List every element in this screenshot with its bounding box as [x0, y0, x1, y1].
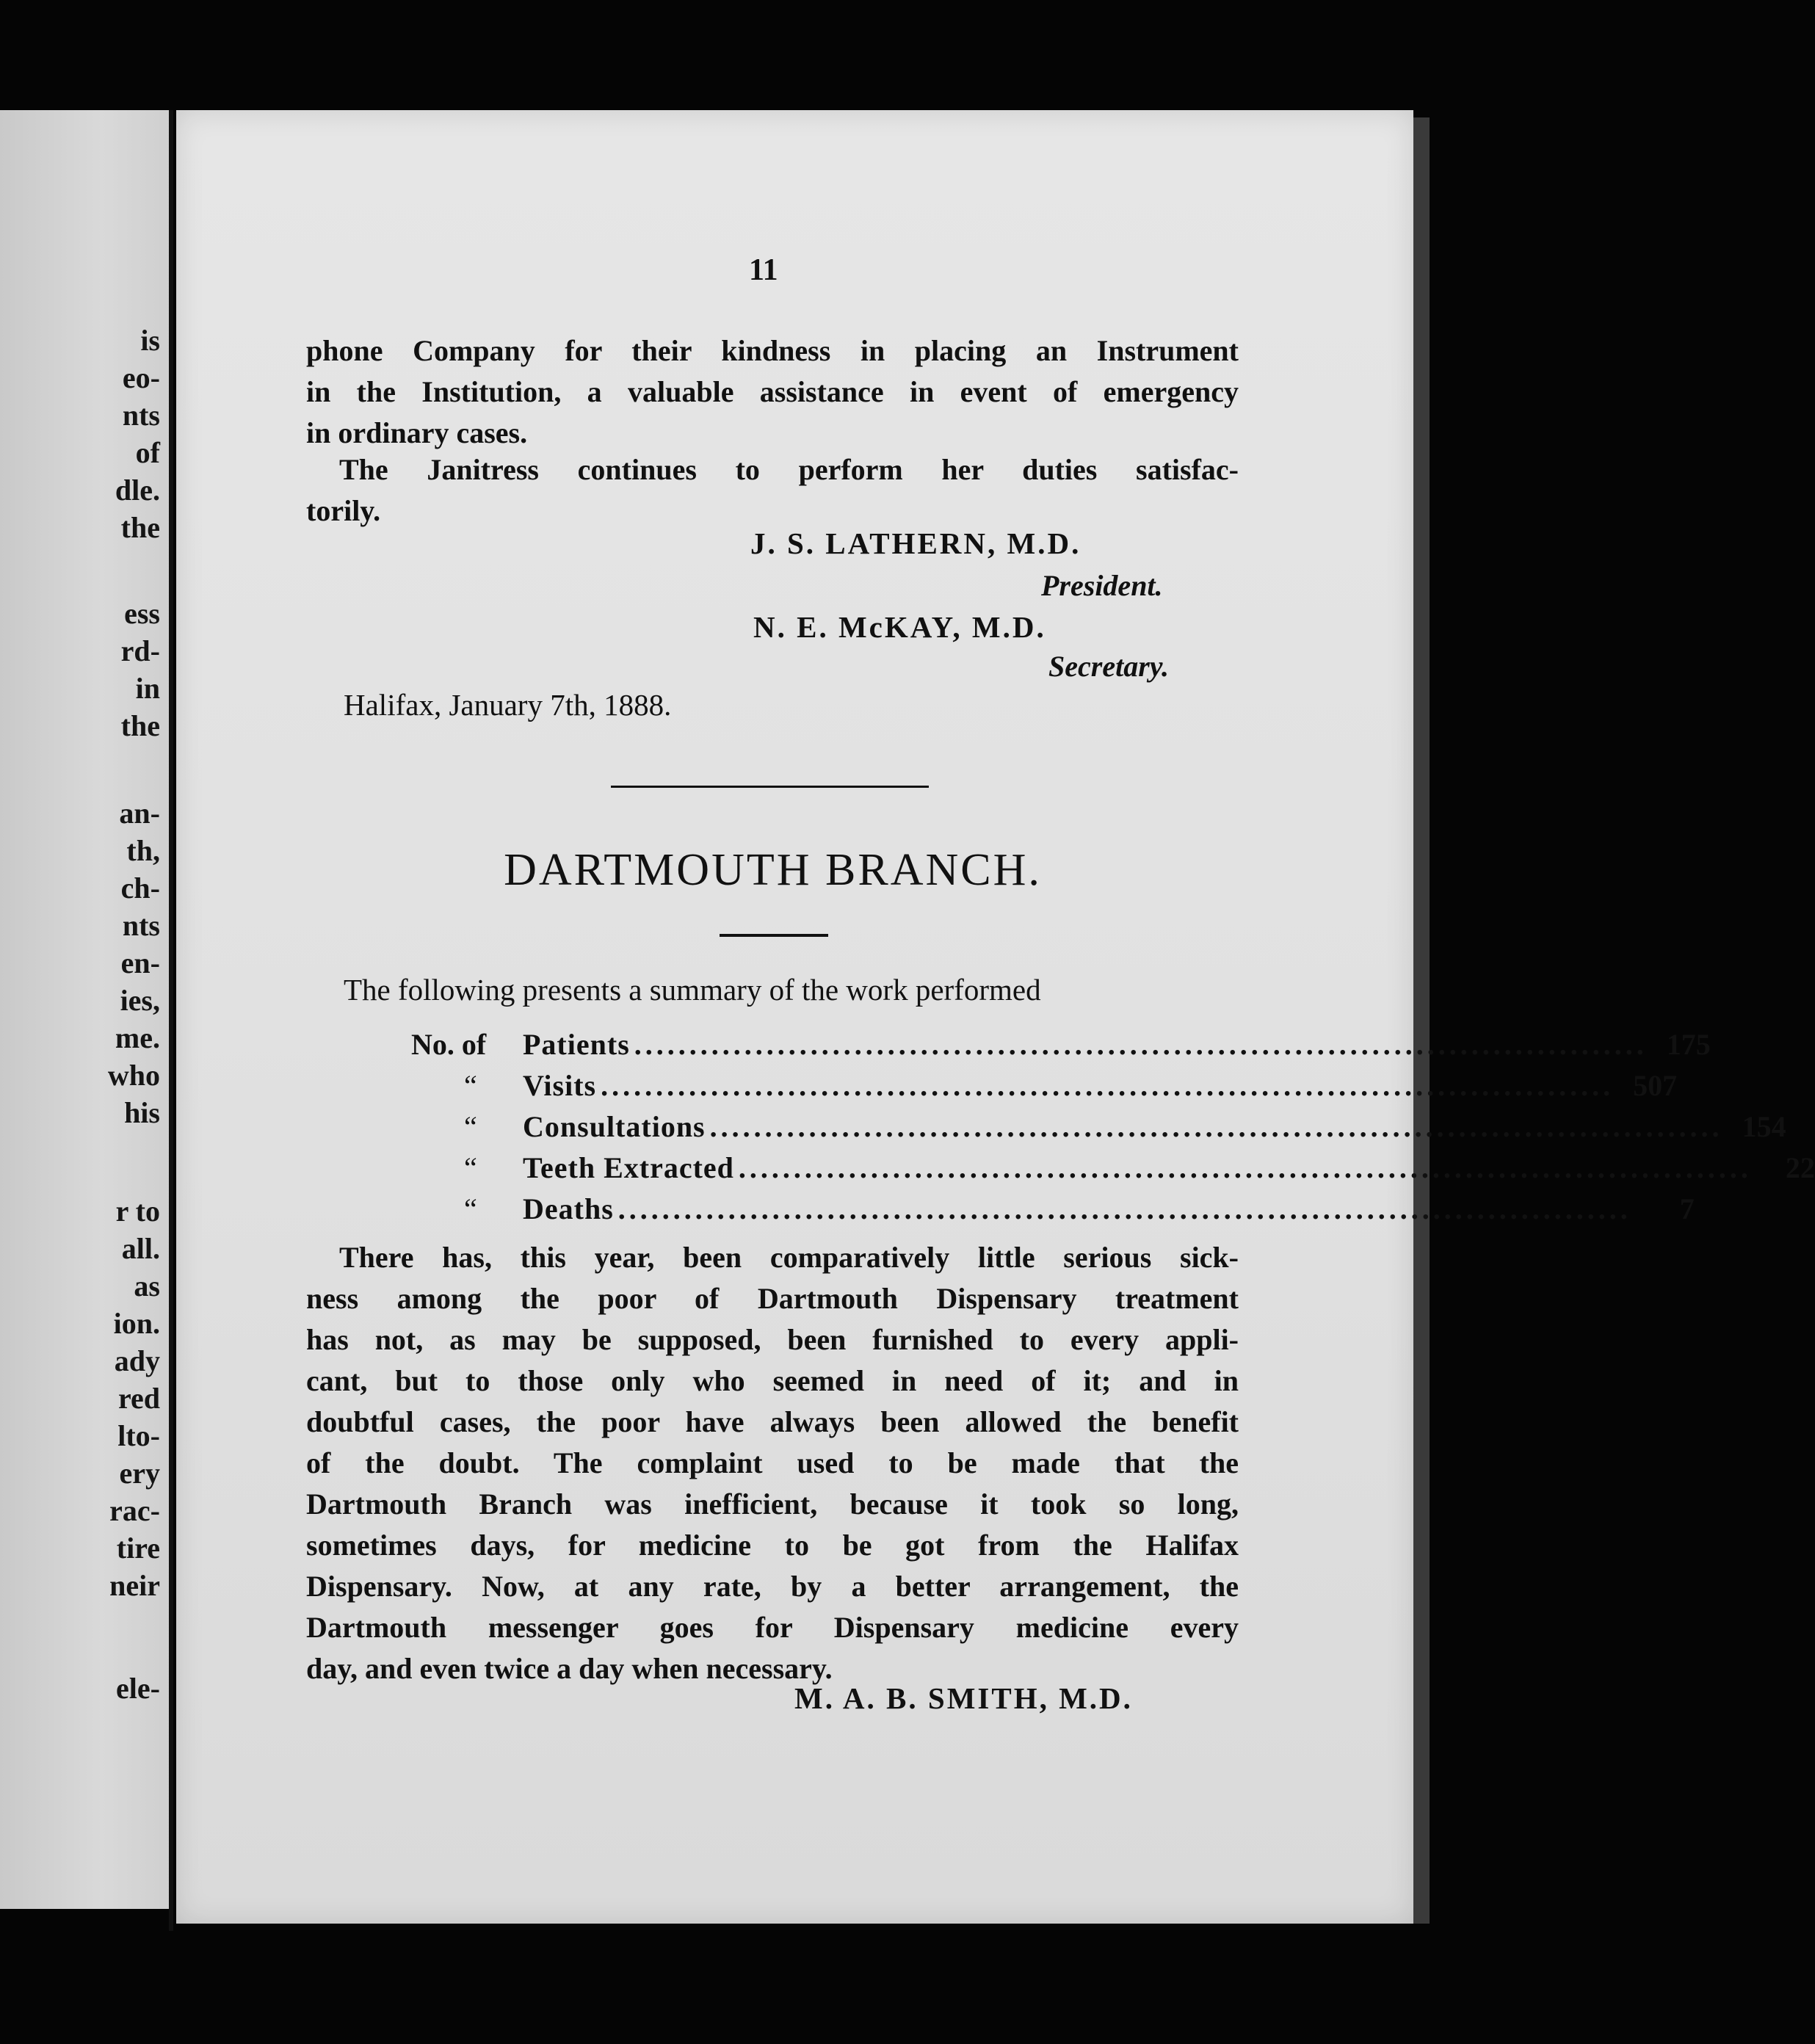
previous-page-line: ch-	[120, 871, 160, 905]
report-signature: M. A. B. SMITH, M.D.	[794, 1681, 1133, 1715]
page-number: 11	[749, 253, 778, 287]
statistics-label: Visits	[523, 1069, 597, 1102]
previous-page-line: ery	[119, 1457, 160, 1490]
previous-page-line: red	[117, 1382, 160, 1415]
previous-page-line: ies,	[120, 984, 160, 1017]
statistics-prefix: No. of	[411, 1028, 487, 1061]
statistics-row	[411, 1106, 1786, 1148]
paragraph-line: Dartmouth Branch was inefficient, because it took so long,	[306, 1487, 1239, 1521]
summary-intro: The following presents a summary of the work performed	[344, 973, 1041, 1007]
ditto-mark: “	[464, 1069, 477, 1102]
previous-page-line: all.	[121, 1232, 160, 1265]
ditto-mark: “	[464, 1110, 477, 1143]
previous-page-line: of	[135, 436, 160, 469]
previous-page-line: the	[120, 709, 160, 742]
previous-page-line: as	[134, 1269, 160, 1302]
previous-page-fragment	[0, 110, 170, 1909]
paragraph-line: Dartmouth messenger goes for Dispensary medicine every	[306, 1611, 1239, 1644]
section-divider	[611, 786, 929, 788]
statistics-value: 154	[1742, 1110, 1786, 1143]
dot-leader: ............................................................................................	[709, 1110, 1723, 1143]
signatory-name: J. S. LATHERN, M.D.	[750, 526, 1082, 560]
previous-page-line: nts	[122, 399, 160, 432]
previous-page-line: me.	[115, 1021, 160, 1054]
previous-page-line: th,	[126, 834, 160, 867]
signatory-title: President.	[1041, 569, 1163, 602]
paragraph-line: torily.	[306, 494, 381, 527]
signatory-title: Secretary.	[1048, 650, 1170, 683]
statistics-row	[411, 1065, 1678, 1106]
ditto-mark: “	[464, 1151, 477, 1184]
previous-page-line: his	[124, 1096, 160, 1129]
previous-page-line: the	[120, 511, 160, 544]
paragraph-line: has not, as may be supposed, been furnished to every appli-	[306, 1323, 1239, 1356]
dateline: Halifax, January 7th, 1888.	[344, 688, 672, 722]
paragraph-line: ness among the poor of Dartmouth Dispensary treatment	[306, 1282, 1239, 1315]
previous-page-line: ady	[114, 1344, 160, 1377]
previous-page-line: in	[135, 672, 160, 705]
previous-page-line: dle.	[115, 474, 160, 507]
statistics-value: 22	[1785, 1151, 1815, 1184]
statistics-row	[411, 1024, 1711, 1065]
paragraph-line: sometimes days, for medicine to be got from the Halifax	[306, 1529, 1239, 1562]
previous-page-line: ele-	[116, 1672, 160, 1705]
statistics-row	[411, 1148, 1815, 1189]
previous-page-line: eo-	[122, 361, 160, 394]
book-gutter	[169, 110, 173, 1931]
previous-page-line: is	[140, 324, 160, 357]
statistics-label: Deaths	[523, 1192, 614, 1225]
statistics-value: 7	[1679, 1192, 1695, 1225]
signatory-name: N. E. McKAY, M.D.	[753, 610, 1046, 644]
paragraph-line: The Janitress continues to perform her duties satisfac-	[339, 453, 1239, 486]
dot-leader: ............................................................................................	[617, 1192, 1631, 1225]
ditto-mark: “	[464, 1192, 477, 1225]
paragraph-line: Dispensary. Now, at any rate, by a better arrangement, the	[306, 1570, 1239, 1603]
previous-page-line: nts	[122, 909, 160, 942]
heading-underline	[720, 934, 828, 937]
section-heading: DARTMOUTH BRANCH.	[504, 845, 1042, 895]
paragraph-line: There has, this year, been comparatively little serious sick-	[339, 1241, 1239, 1274]
paragraph-line: in the Institution, a valuable assistance in event of emergency	[306, 375, 1239, 408]
previous-page-line: rd-	[120, 634, 160, 667]
statistics-label: Patients	[523, 1028, 630, 1061]
paragraph-line: cant, but to those only who seemed in need of it; and in	[306, 1364, 1239, 1397]
statistics-table	[411, 1024, 1815, 1230]
paragraph-line: day, and even twice a day when necessary.	[306, 1652, 833, 1685]
previous-page-line: ion.	[113, 1307, 160, 1340]
dot-leader: ............................................................................................	[738, 1151, 1752, 1184]
statistics-label: Consultations	[523, 1110, 706, 1143]
page-edge-shadow	[1413, 117, 1430, 1924]
paragraph-line: of the doubt. The complaint used to be made that the	[306, 1446, 1239, 1479]
previous-page-line: who	[107, 1059, 160, 1092]
statistics-value: 175	[1666, 1028, 1711, 1061]
previous-page-line: r to	[115, 1195, 160, 1228]
previous-page-line: en-	[120, 946, 160, 979]
paragraph-line: doubtful cases, the poor have always been allowed the benefit	[306, 1405, 1239, 1438]
paragraph-line: in ordinary cases.	[306, 416, 528, 449]
previous-page-line: ess	[124, 597, 160, 630]
dot-leader: ............................................................................................	[601, 1069, 1615, 1102]
statistics-label: Teeth Extracted	[523, 1151, 734, 1184]
previous-page-line: neir	[109, 1569, 160, 1602]
statistics-row	[411, 1189, 1695, 1230]
previous-page-line: lto-	[117, 1419, 160, 1452]
previous-page-line: rac-	[109, 1494, 160, 1527]
previous-page-line: tire	[116, 1532, 160, 1565]
statistics-value: 507	[1633, 1069, 1678, 1102]
previous-page-line: an-	[119, 797, 160, 830]
dot-leader: ............................................................................................	[634, 1028, 1648, 1061]
paragraph-line: phone Company for their kindness in placing an Instrument	[306, 334, 1239, 367]
